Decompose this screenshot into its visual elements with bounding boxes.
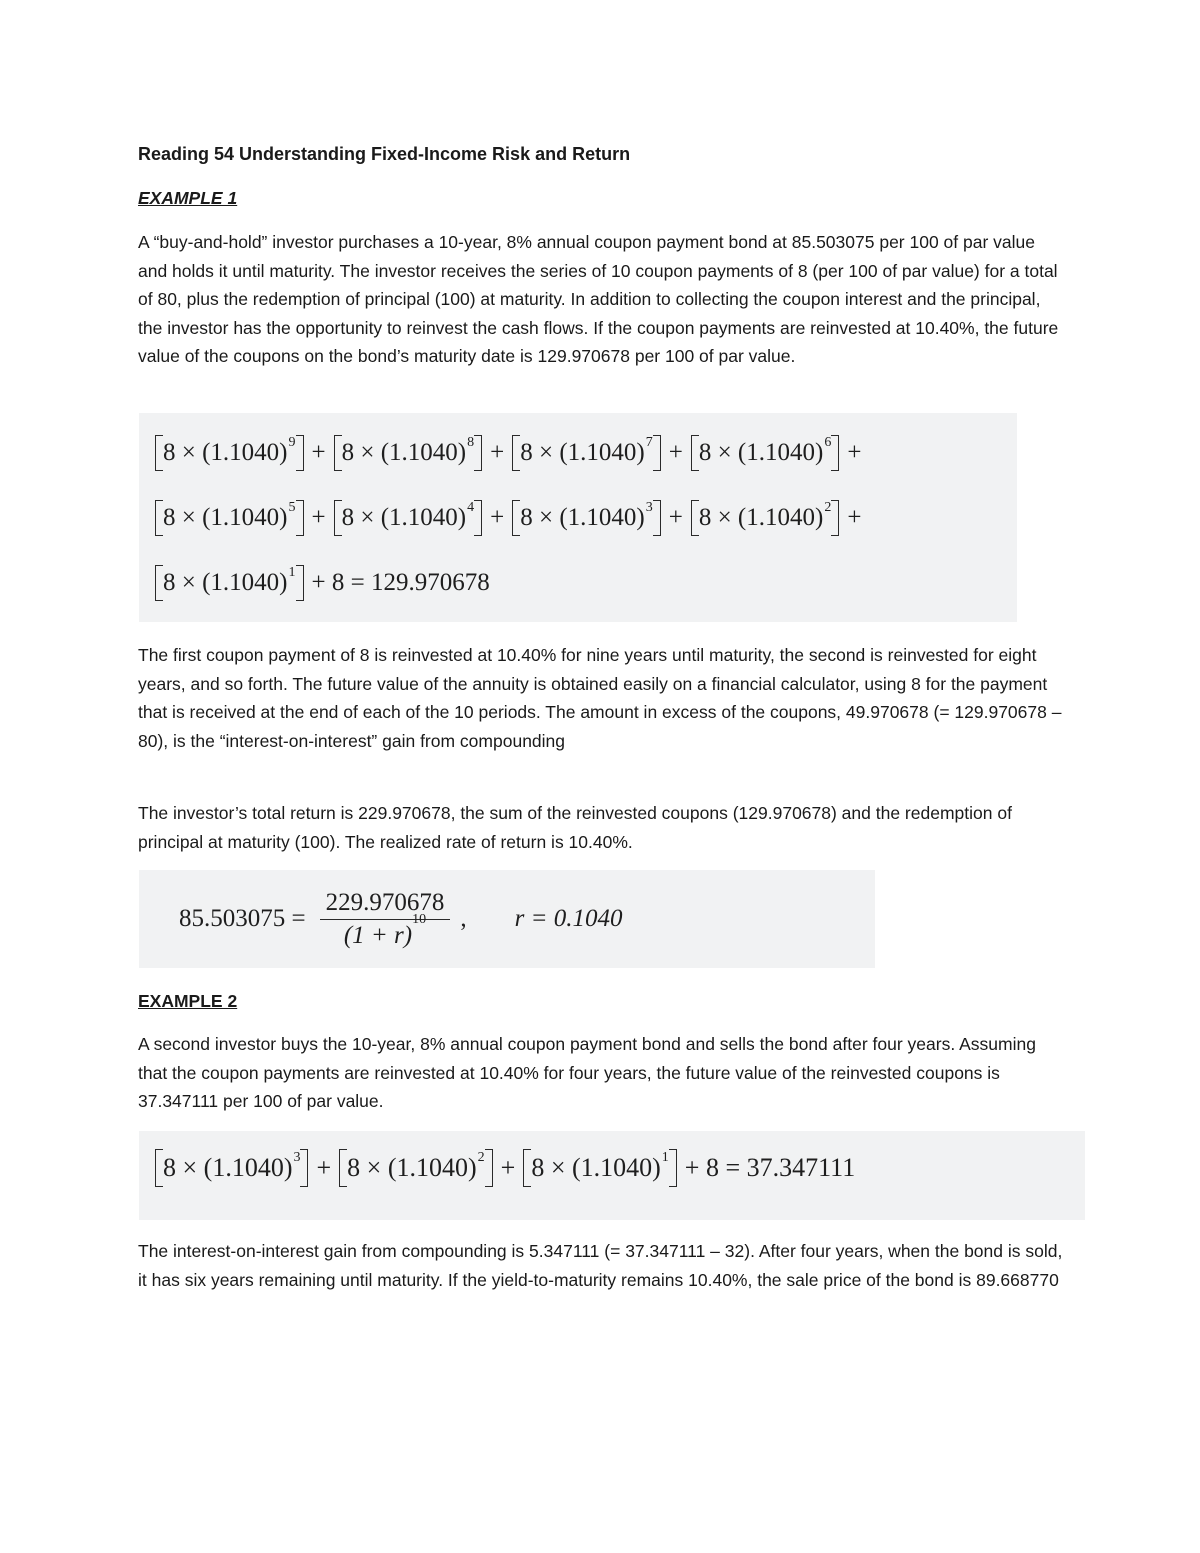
term-base: 8 × (1.1040): [341, 504, 467, 531]
term-exponent: 2: [824, 500, 832, 515]
term-base: 8 × (1.1040): [698, 439, 824, 466]
term-exponent: 5: [288, 500, 296, 515]
coupon-term: [523, 1149, 676, 1187]
plus-sign: +: [490, 439, 505, 466]
coupon-term: [691, 435, 840, 471]
term-base: 8 × (1.1040): [163, 1153, 293, 1182]
term-base: 8 × (1.1040): [347, 1153, 477, 1182]
equation-result: + 8 = 37.347111: [684, 1153, 856, 1182]
coupon-term: [155, 565, 304, 601]
coupon-term: [334, 435, 483, 471]
four-year-future-value-equation: [139, 1131, 1085, 1220]
term-base: 8 × (1.1040): [163, 569, 288, 596]
equation-row-3: [155, 565, 498, 601]
term-exponent: 8: [467, 435, 475, 450]
equation-row: [155, 1149, 863, 1187]
equation-lhs: 85.503075 =: [179, 905, 306, 932]
example-1-heading: EXAMPLE 1: [138, 188, 238, 208]
term-base: 8 × (1.1040): [698, 504, 824, 531]
term-exponent: 4: [467, 500, 475, 515]
example-2-heading: EXAMPLE 2: [138, 991, 238, 1011]
term-exponent: 1: [661, 1150, 669, 1165]
term-exponent: 2: [477, 1150, 485, 1165]
term-exponent: 9: [288, 435, 296, 450]
document-title: Reading 54 Understanding Fixed-Income Risk and Return: [138, 144, 631, 164]
rate-result: r = 0.1040: [514, 905, 623, 932]
plus-sign: +: [847, 504, 862, 531]
comma: ,: [460, 905, 467, 932]
example-1-explanation-paragraph: The first coupon payment of 8 is reinvested at 10.40% for nine years until maturity, the second is reinvested for eight years, and so forth. The future value of the annuity is obtained easily on a financial calculator, using 8 for the payment that is received at the end of each of the 10 periods. The amount in excess of the coupons, 49.970678 (= 129.970678 – 80), is the “interest-on-interest” gain from compounding: [138, 645, 1062, 751]
coupon-term: [155, 435, 304, 471]
equation-row-2: [155, 500, 869, 536]
coupon-term: [512, 500, 661, 536]
future-value-equation: [139, 413, 1017, 622]
coupon-term: [334, 500, 483, 536]
example-1-intro-paragraph: A “buy-and-hold” investor purchases a 10-year, 8% annual coupon payment bond at 85.503075 per 100 of par value and holds it until maturity. The investor receives the series of 10 coupon payments of 8 (per 100 of par value) for a total of 80, plus the redemption of principal (100) at maturity. In addition to collecting the coupon interest and the principal, the investor has the opportunity to reinvest the cash flows. If the coupon payments are reinvested at 10.40%, the future value of the coupons on the bond’s maturity date is 129.970678 per 100 of par value.: [138, 232, 1059, 366]
plus-sign: +: [316, 1153, 332, 1182]
plus-sign: +: [668, 504, 683, 531]
term-base: 8 × (1.1040): [520, 504, 645, 531]
fraction: [320, 889, 451, 950]
coupon-term: [691, 500, 840, 536]
example-1-total-return-paragraph: The investor’s total return is 229.970678, the sum of the reinvested coupons (129.970678) and the redemption of principal at maturity (100). The realized rate of return is 10.40%.: [138, 803, 1012, 852]
example-2-sale-price-paragraph: The interest-on-interest gain from compounding is 5.347111 (= 37.347111 – 32). After four years, when the bond is sold, it has six years remaining until maturity. If the yield-to-maturity remains 10.40%, the sale price of the bond is 89.668770: [138, 1241, 1063, 1290]
equation-row-1: [155, 435, 869, 471]
plus-sign: +: [500, 1153, 516, 1182]
denominator-base: (1 + r): [343, 921, 413, 949]
denominator-exponent: 10: [412, 912, 427, 928]
coupon-term: [339, 1149, 492, 1187]
term-base: 8 × (1.1040): [531, 1153, 661, 1182]
term-exponent: 7: [645, 435, 653, 450]
coupon-term: [155, 1149, 308, 1187]
coupon-term: [512, 435, 661, 471]
fraction-denominator: [343, 912, 427, 950]
term-base: 8 × (1.1040): [163, 439, 288, 466]
term-base: 8 × (1.1040): [163, 504, 288, 531]
term-exponent: 3: [645, 500, 653, 515]
equation-result: + 8 = 129.970678: [311, 569, 490, 596]
plus-sign: +: [847, 439, 862, 466]
fraction-numerator: 229.970678: [320, 889, 451, 920]
example-2-intro-paragraph: A second investor buys the 10-year, 8% annual coupon payment bond and sells the bond after four years. Assuming that the coupon payments are reinvested at 10.40% for four years, the future value of the reinvested coupons is 37.347111 per 100 of par value.: [138, 1034, 1036, 1111]
term-exponent: 6: [824, 435, 832, 450]
plus-sign: +: [311, 439, 326, 466]
plus-sign: +: [668, 439, 683, 466]
plus-sign: +: [490, 504, 505, 531]
term-base: 8 × (1.1040): [520, 439, 645, 466]
term-base: 8 × (1.1040): [341, 439, 467, 466]
term-exponent: 3: [293, 1150, 301, 1165]
coupon-term: [155, 500, 304, 536]
term-exponent: 1: [288, 565, 296, 580]
realized-return-equation: [139, 870, 875, 968]
plus-sign: +: [311, 504, 326, 531]
